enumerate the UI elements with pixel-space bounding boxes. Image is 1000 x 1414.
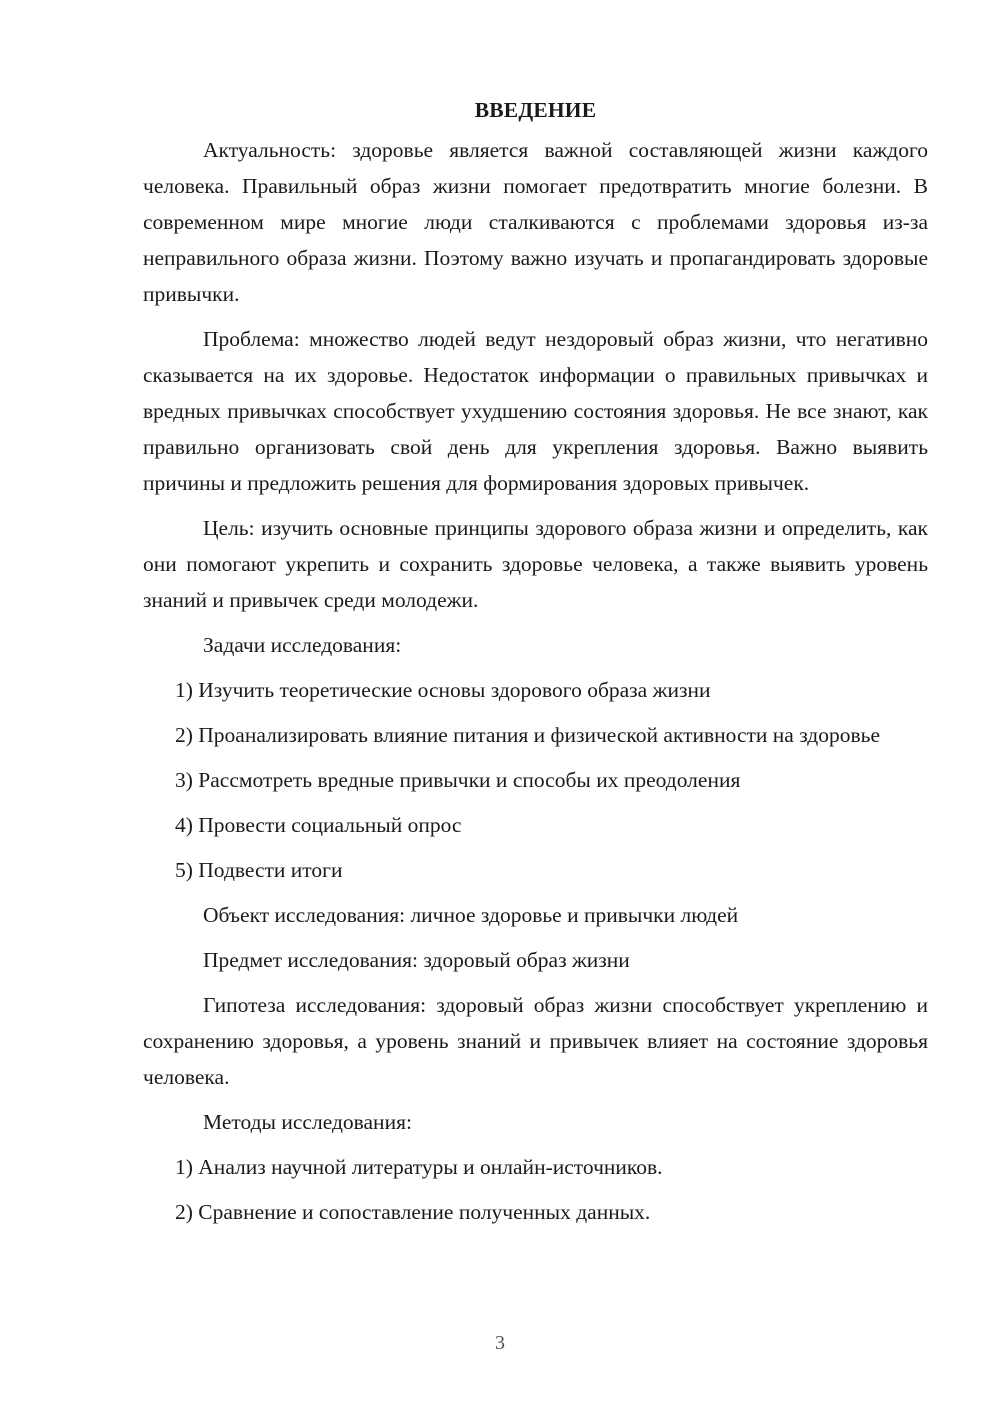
page-content: [143, 92, 928, 1239]
page-number: 3: [495, 1332, 505, 1354]
research-hypothesis: Гипотеза исследования: здоровый образ жизни способствует укреплению и сохранению здоровья, а уровень знаний и привычек влияет на состояние здоровья человека.: [143, 993, 928, 1089]
research-subject: Предмет исследования: здоровый образ жизни: [203, 948, 630, 972]
problem-paragraph: Проблема: множество людей ведут нездоровый образ жизни, что негативно сказывается на их здоровье. Недостаток информации о правильных привычках и вредных привычках способствует ухудшению состояния здоровья. Не все знают, как правильно организовать свой день для укрепления здоровья. Важно выявить причины и предложить решения для формирования здоровых привычек.: [143, 327, 928, 495]
section-title: ВВЕДЕНИЕ: [474, 98, 597, 122]
task-item: 2) Проанализировать влияние питания и физической активности на здоровье: [175, 723, 880, 747]
tasks-heading: Задачи исследования:: [203, 633, 402, 657]
relevance-paragraph: Актуальность: здоровье является важной составляющей жизни каждого человека. Правильный образ жизни помогает предотвратить многие болезни. В современном мире многие люди сталкиваются с проблемами здоровья из-за неправильного образа жизни. Поэтому важно изучать и пропагандировать здоровые привычки.: [143, 138, 928, 306]
methods-heading: Методы исследования:: [203, 1110, 412, 1134]
task-item: 3) Рассмотреть вредные привычки и способы их преодоления: [175, 768, 741, 792]
task-item: 4) Провести социальный опрос: [175, 813, 462, 837]
method-item: 2) Сравнение и сопоставление полученных данных.: [175, 1200, 651, 1224]
task-item: 5) Подвести итоги: [175, 858, 343, 882]
method-item: 1) Анализ научной литературы и онлайн-источников.: [175, 1155, 663, 1179]
goal-paragraph: Цель: изучить основные принципы здорового образа жизни и определить, как они помогают укрепить и сохранить здоровье человека, а также выявить уровень знаний и привычек среди молодежи.: [143, 516, 928, 612]
task-item: 1) Изучить теоретические основы здорового образа жизни: [175, 678, 711, 702]
research-object: Объект исследования: личное здоровье и привычки людей: [203, 903, 739, 927]
